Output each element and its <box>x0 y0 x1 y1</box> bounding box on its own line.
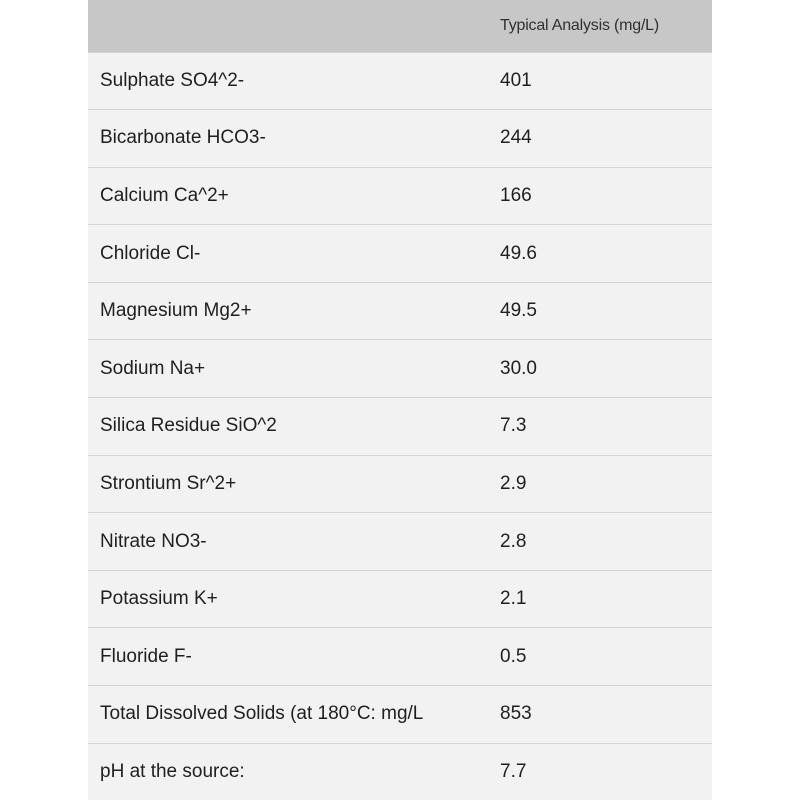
parameter-name: Fluoride F- <box>88 628 488 686</box>
table-row <box>88 225 712 283</box>
table-row <box>88 743 712 800</box>
parameter-value: 2.8 <box>488 513 712 571</box>
table-row <box>88 110 712 168</box>
parameter-name: Chloride Cl- <box>88 225 488 283</box>
table-row <box>88 340 712 398</box>
parameter-name: Sodium Na+ <box>88 340 488 398</box>
parameter-value: 7.3 <box>488 398 712 456</box>
parameter-value: 853 <box>488 686 712 744</box>
table-header-row <box>88 0 712 52</box>
header-typical-analysis: Typical Analysis (mg/L) <box>500 16 660 34</box>
parameter-name: Total Dissolved Solids (at 180°C: mg/L <box>88 686 488 744</box>
table-row <box>88 628 712 686</box>
table-row <box>88 513 712 571</box>
header-parameter <box>88 0 488 52</box>
parameter-value: 49.5 <box>488 282 712 340</box>
table-body <box>88 52 712 800</box>
table-row <box>88 167 712 225</box>
parameter-value: 2.1 <box>488 570 712 628</box>
table-row <box>88 282 712 340</box>
parameter-name: Potassium K+ <box>88 570 488 628</box>
table-row <box>88 52 712 110</box>
water-analysis-table <box>88 0 712 800</box>
water-analysis-table-container <box>88 0 712 800</box>
table-row <box>88 398 712 456</box>
parameter-value: 244 <box>488 110 712 168</box>
parameter-value: 7.7 <box>488 743 712 800</box>
parameter-value: 0.5 <box>488 628 712 686</box>
table-header <box>88 0 712 52</box>
parameter-value: 401 <box>488 52 712 110</box>
parameter-name: Silica Residue SiO^2 <box>88 398 488 456</box>
parameter-name: Magnesium Mg2+ <box>88 282 488 340</box>
table-row <box>88 686 712 744</box>
parameter-name: Calcium Ca^2+ <box>88 167 488 225</box>
table-row <box>88 570 712 628</box>
parameter-value: 30.0 <box>488 340 712 398</box>
parameter-name: Bicarbonate HCO3- <box>88 110 488 168</box>
table-row <box>88 455 712 513</box>
parameter-name: Sulphate SO4^2- <box>88 52 488 110</box>
parameter-value: 2.9 <box>488 455 712 513</box>
parameter-name: pH at the source: <box>88 743 488 800</box>
parameter-value: 166 <box>488 167 712 225</box>
parameter-name: Nitrate NO3- <box>88 513 488 571</box>
parameter-name: Strontium Sr^2+ <box>88 455 488 513</box>
parameter-value: 49.6 <box>488 225 712 283</box>
